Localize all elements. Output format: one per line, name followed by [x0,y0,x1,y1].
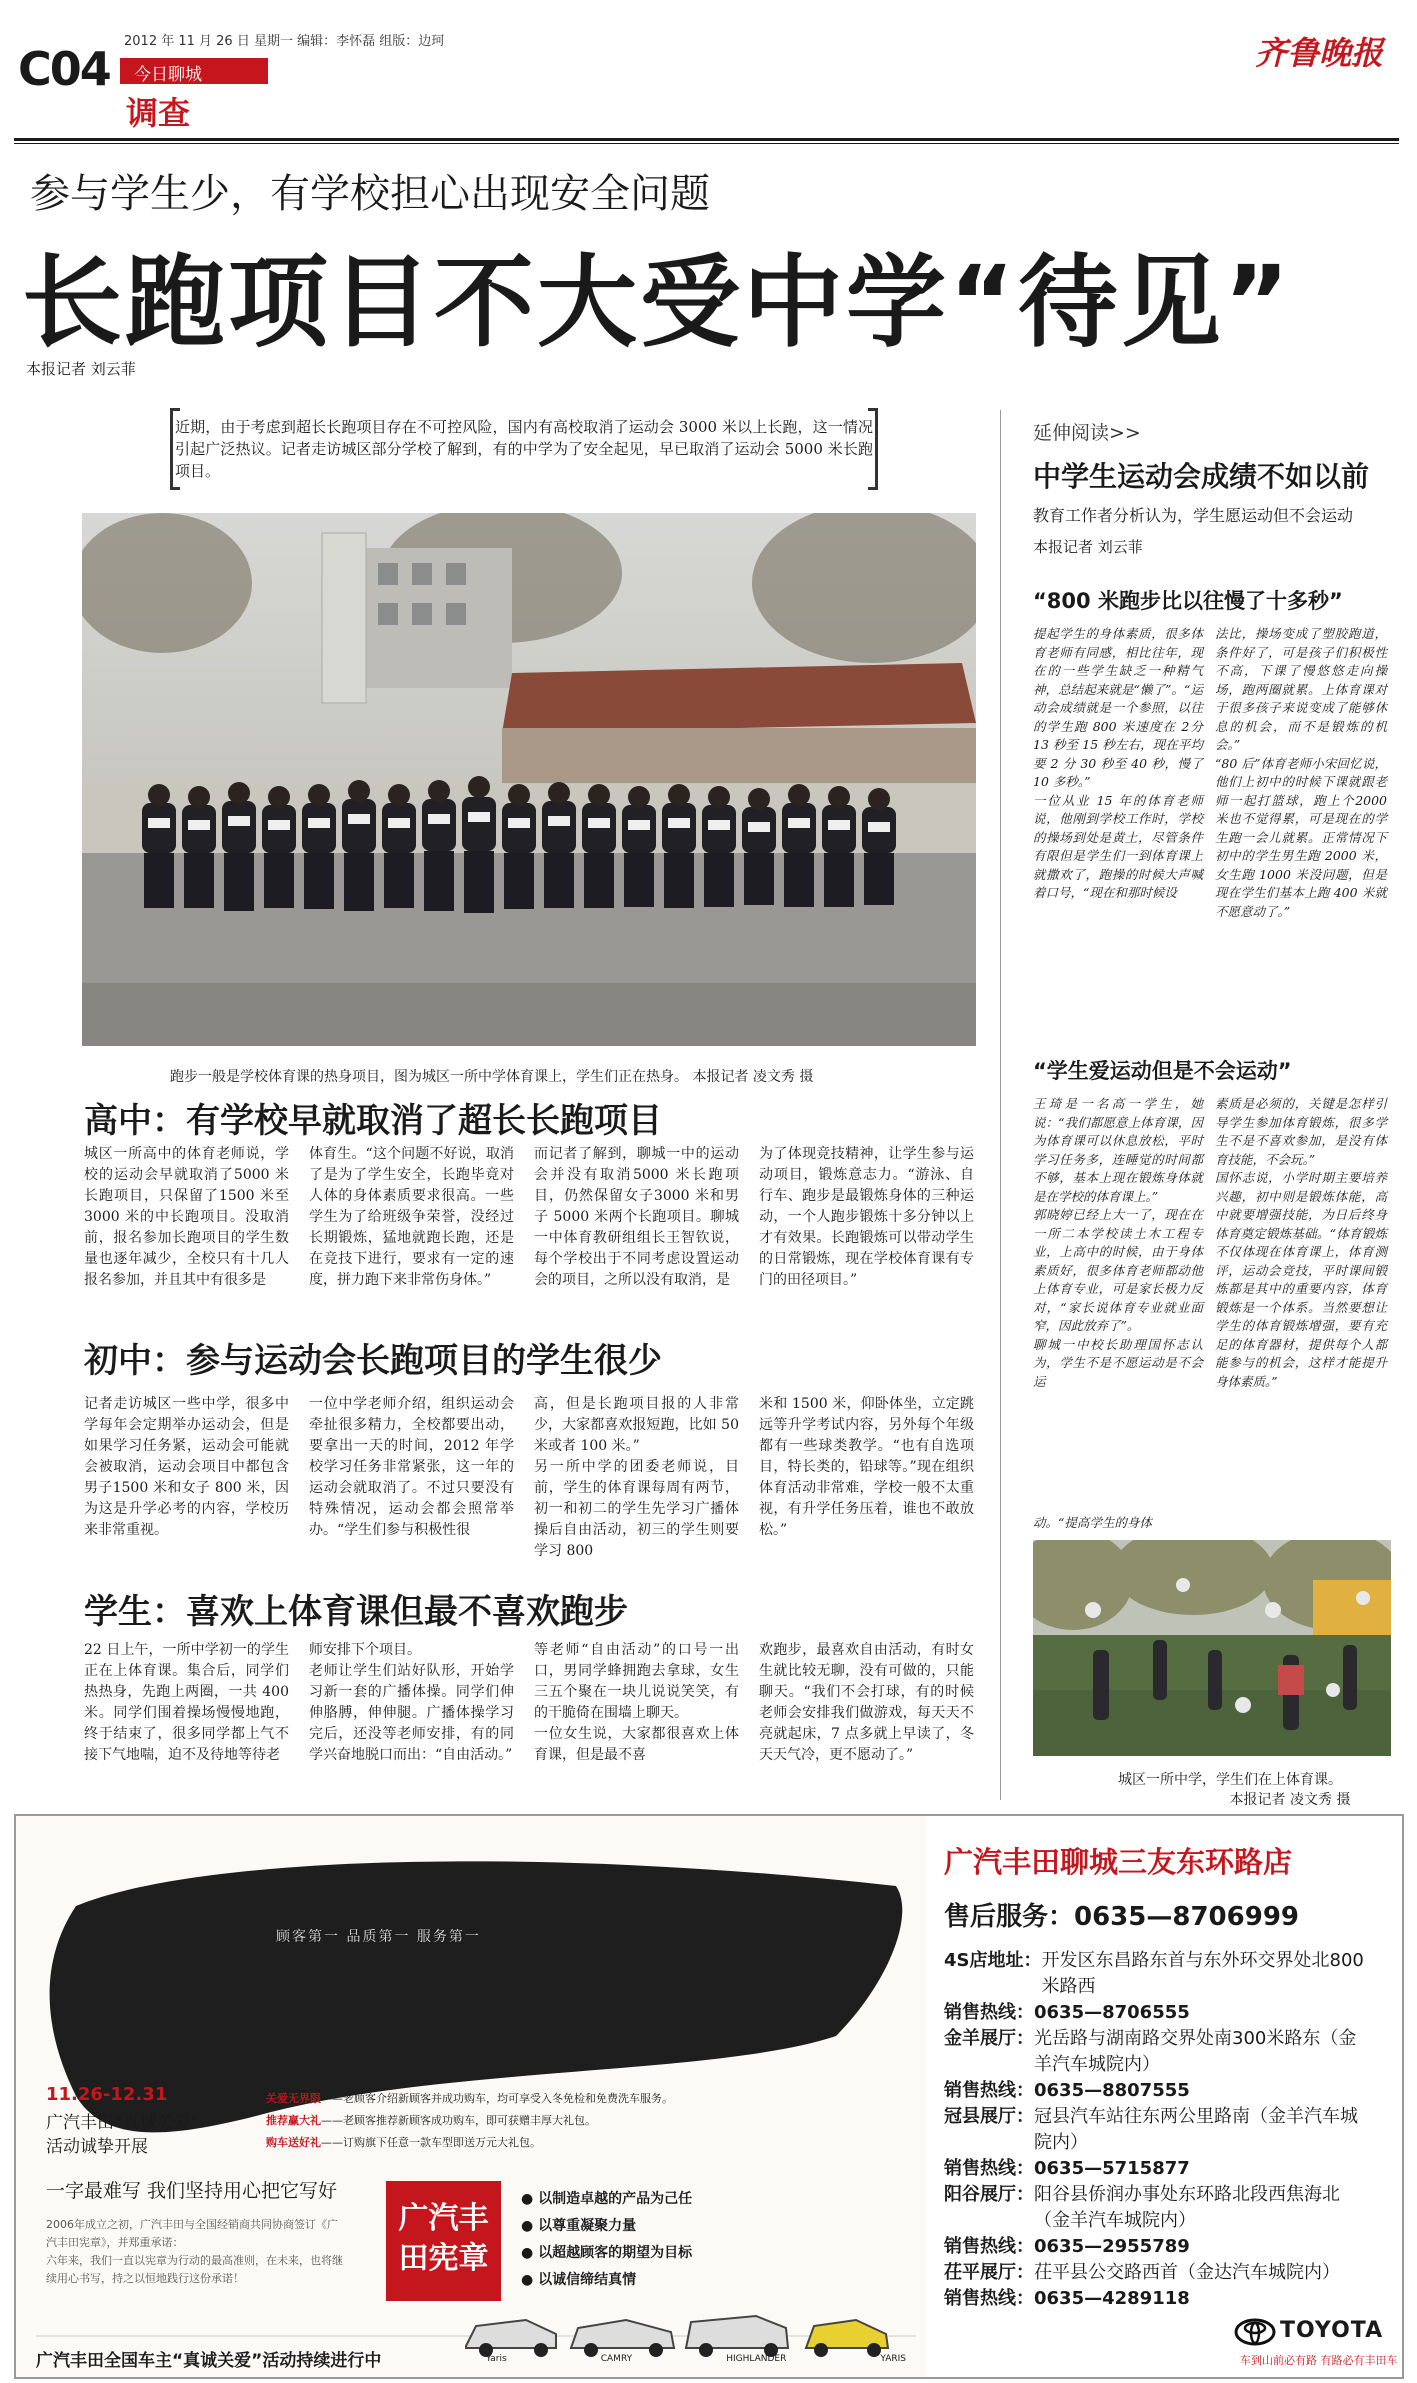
page-number: C04 [18,42,110,96]
contact-row: 金羊展厅： 光岳路与湖南路交界处南300米路东（金羊汽车城院内） [944,2028,1357,2075]
header-rule [14,138,1399,141]
section1-col3: 而记者了解到，聊城一中的运动会并没有取消5000 米长跑项目，仍然保留女子3000 米和男子 5000 米两个长跑项目。聊城一中体育教研组组长王智钦说，每个学校出于不同考虑设置运动会的项目，之所以没有取消，是 [534,1146,739,1288]
ad-pledge: ● 以尊重凝聚力量 [521,2218,637,2234]
ad-offers [266,2088,826,2154]
dealer-name: 广汽丰田聊城三友东环路店 [944,1845,1293,1879]
dealer-contacts [944,1948,1364,2312]
ad-offer: 购车送好礼——订购旗下任意一款车型即送万元大礼包。 [266,2136,541,2149]
sidebar-caption-text: 城区一所中学，学生们在上体育课。 [1118,1772,1342,1788]
ad-seal: 广汽丰田宪章 [386,2181,501,2301]
ad-offer: 关爱无界限——老顾客介绍新顾客并成功购车，均可享受入冬免检和免费洗车服务。 [266,2092,673,2105]
ad-left-panel [16,1816,926,2377]
contact-row: 冠县展厅： 冠县汽车站往东两公里路南（金羊汽车城院内） [944,2106,1358,2153]
ad-car-models: Yaris CAMRY HIGHLANDER YARIS [486,2354,906,2364]
section2-col3: 高，但是长跑项目报的人非常少，大家都喜欢报短跑，比如 50 米或者 100 米。” 另一所中学的团委老师说，目前，学生的体育课每周有两节，初一和初二的学生先学习广播体操后自由活动，初三的学生则要学习 800 [534,1396,739,1559]
newspaper-logo: 齐鲁晚报 [1255,34,1384,72]
section2-col2: 一位中学老师介绍，组织运动会牵扯很多精力，全校都要出动，要拿出一天的时间，2012 年学校学习任务非常紧张，这一年的运动会就取消了。不过只要没有特殊情况，运动会都会照常举办。“学生们参与积极性很 [309,1396,514,1538]
article-subtitle: 参与学生少，有学校担心出现安全问题 [30,171,710,217]
contact-row: 茌平展厅： 茌平县公交路西首（金达汽车城院内） [944,2262,1340,2283]
photo-caption: 跑步一般是学校体育课的热身项目，图为城区一所中学体育课上，学生们正在热身。 本报记者 凌文秀 摄 [170,1069,814,1085]
date-line: 2012 年 11 月 26 日 星期一 编辑：李怀磊 组版：边珂 [124,34,445,49]
contact-row: 销售热线： 0635—4289118 [944,2288,1190,2309]
column-divider [1000,410,1001,1800]
article-title: 长跑项目不大受中学“待见” [22,244,1293,361]
section3-col1: 22 日上午，一所中学初一的学生正在上体育课。集合后，同学们热热身，先跑上两圈，一共 400 米。同学们围着操场慢慢地跑，终于结束了，很多同学都上气不接下气地喘，迫不及待地等待老 [84,1642,289,1763]
section3-col3: 等老师“自由活动”的口号一出口，男同学蜂拥跑去拿球，女生三五个聚在一块儿说说笑笑，有的干脆倚在围墙上聊天。 一位女生说，大家都很喜欢上体育课，但是最不喜 [534,1642,739,1763]
sidebar-byline: 本报记者 刘云菲 [1033,538,1143,556]
sidebar-col1: 提起学生的身体素质，很多体育老师有同感，相比往年，现在的一些学生缺乏一种精气神，总结起来就是“懒了”。“运动会成绩就是一个参照，以往的学生跑 800 米速度在 2分 13 秒至 15 秒左右，现在平均要 2 分 30 秒至 40 秒，慢了 10 多秒。” 一位从业 15 年的体育老师说，他刚到学校工作时，学校的操场到处是黄土，尽管条件有限但是学生们一到体育课上就撒欢了，跑操的时候大声喊着口号，“现在和那时候设 [1033,626,1203,900]
contact-row: 销售热线： 0635—5715877 [944,2158,1190,2179]
ad-event-line1: 广汽丰田“真诚关爱” [46,2113,200,2133]
contact-row: 销售热线： 0635—2955789 [944,2236,1190,2257]
contact-row: 销售热线： 0635—8807555 [944,2080,1190,2101]
sidebar-col3-tail: 动。“提高学生的身体 [1033,1515,1152,1530]
main-photo [82,513,976,1046]
ad-history: 2006年成立之初，广汽丰田与全国经销商共同协商签订《广汽丰田宪章》，并郑重承诺： 六年来，我们一直以宪章为行动的最高准则，在未来，也将继续用心书写，持之以恒地践行这份承诺！ [46,2218,343,2285]
section1-col2: 体育生。“这个问题不好说，取消了是为了学生安全，长跑毕竟对人体的身体素质要求很高。一些学生为了给班级争荣誉，没经过长期锻炼，猛地就跑长跑，还是在竞技下进行，要求有一定的速度，拼力跑下来非常伤身体。” [309,1146,514,1288]
toyota-logo [1234,2318,1276,2350]
section1-col4: 为了体现竞技精神，让学生参与运动项目，锻炼意志力。“游泳、自行车、跑步是最锻炼身体的三种运动，一个人跑步锻炼十多分钟以上才有效果。长跑锻炼可以带动学生的日常锻炼，现在学校体育课有专门的田径项目。” [759,1146,974,1288]
ad-calligraphy-line: 一字最难写 我们坚持用心把它写好 [46,2180,338,2202]
service-hotline: 售后服务：0635—8706999 [944,1902,1299,1932]
sidebar-subtitle: 教育工作者分析认为，学生愿运动但不会运动 [1033,506,1354,525]
sidebar-photo [1033,1540,1391,1756]
ad-pledge: ● 以诚信缔结真情 [521,2272,637,2288]
ad-pledge: ● 以制造卓越的产品为己任 [521,2191,693,2207]
brand-tagline: 车到山前必有路 有路必有丰田车 [1240,2354,1398,2367]
header-rule-thin [14,143,1399,144]
sidebar-col4: 素质是必须的，关键是怎样引导学生参加体育锻炼，很多学生不是不喜欢参加，是没有体育技能，不会玩。” 国怀志说，小学时期主要培养兴趣，初中则是锻炼体能，高中就要增强技能，为日后终身体育奠定锻炼基础。“体育锻炼不仅体现在体育课上，体育测评，运动会竞技，平时课间锻炼都是其中的重要内容，体育锻炼是一个体系。当然要想让学生的体育锻炼增强，要有充足的体育器材，提供每个人都能参与的机会，这样才能提升身体素质。” [1215,1096,1387,1389]
extended-reading-label: 延伸阅读>> [1033,422,1141,444]
section2-col1: 记者走访城区一些中学，很多中学每年会定期举办运动会，但是如果学习任务紧，运动会可能就会被取消，运动会项目中都包含男子1500 米和女子 800 米，因为这是升学必考的内容，学校历来非常重视。 [84,1396,289,1538]
contact-row: 销售热线： 0635—8706555 [944,2002,1190,2023]
section2-col4: 米和 1500 米，仰卧体坐，立定跳远等升学考试内容，另外每个年级都有一些球类教学。“也有自选项目，特长类的，铅球等。”现在组织体育活动非常难，学校一般不太重视，有升学任务压着，谁也不敢放松。” [759,1396,974,1538]
sidebar-col3: 王琦是一名高一学生，她说：“我们都愿意上体育课，因为体育课可以休息放松，平时学习任务多，连睡觉的时间都不够，基本上现在锻炼身体就是在学校的体育课上。” 郭晓婷已经上大一了，现在在一所二本学校读土木工程专业，上高中的时候，由于身体素质好，很多体育老师都动他上体育专业，可是家长极力反对，“家长说体育专业就业面窄，因此放弃了”。 聊城一中校长助理国怀志认为，学生不是不愿运动是不会运 [1033,1096,1203,1389]
sidebar-head-800m: “800 米跑步比以往慢了十多秒” [1033,589,1343,613]
ad-bottom-line: 广汽丰田全国车主“真诚关爱”活动持续进行中 [36,2351,382,2371]
sidebar-head-love-sports: “学生爱运动但是不会运动” [1033,1059,1292,1083]
brand-name: TOYOTA [1280,2318,1384,2343]
section3-col4: 欢跑步，最喜欢自由活动，有时女生就比较无聊，没有可做的，只能聊天。“我们不会打球，有的时候老师会安排我们做游戏，每天天不亮就起床，7 点多就上早读了，冬天天气冷，更不愿动了。” [759,1642,974,1763]
sidebar-photo-caption [1060,1770,1400,1810]
section-head-students: 学生：喜欢上体育课但最不喜欢跑步 [84,1592,628,1632]
sidebar-title: 中学生运动会成绩不如以前 [1033,460,1370,493]
sidebar-col2: 法比，操场变成了塑胶跑道，条件好了，可是孩子们积极性不高，下课了慢悠悠走向操场，跑两圈就累。上体育课对于很多孩子来说变成了能够休息的机会，而不是锻炼的机会。” “80 后”体育老师小宋回忆说，他们上初中的时候下课就跟老师一起打篮球，跑上个2000 米也不觉得累，可是现在的学生跑一会儿就累。正常情况下初中的学生男生跑 2000 米，女生跑 1000 米没问题，但是现在学生们基本上跑 400 米就不愿意动了。” [1215,626,1387,919]
section-head-high-school: 高中：有学校早就取消了超长长跑项目 [84,1101,662,1141]
section-title: 调查 [126,94,191,132]
toyota-emblem-icon [1234,2318,1276,2346]
sidebar-caption-credit: 本报记者 凌文秀 摄 [1229,1792,1351,1808]
ad-date-range: 11.26-12.31 [46,2084,168,2105]
ad-offer: 推荐赢大礼——老顾客推荐新顾客成功购车，即可获赠丰厚大礼包。 [266,2114,596,2127]
contact-row: 4S店地址： 开发区东昌路东首与东外环交界处北800米路西 [944,1950,1364,1997]
ad-slogan: 顾客第一 品质第一 服务第一 [276,1929,481,1945]
contact-row: 阳谷展厅： 阳谷县侨润办事处东环路北段西焦海北（金羊汽车城院内） [944,2184,1340,2231]
section-head-middle-school: 初中：参与运动会长跑项目的学生很少 [84,1341,662,1381]
article-lead: 近期，由于考虑到超长长跑项目存在不可控风险，国内有高校取消了运动会 3000 米以上长跑，这一情况引起广泛热议。记者走访城区部分学校了解到，有的中学为了安全起见，早已取消了运动会 5000 米长跑项目。 [175,418,873,480]
ad-pledge: ● 以超越顾客的期望为目标 [521,2245,693,2261]
article-byline: 本报记者 刘云菲 [26,360,136,378]
section3-col2: 师安排下个项目。 老师让学生们站好队形，开始学习新一套的广播体操。同学们伸伸胳膊，伸伸腿。广播体操学习完后，还没等老师安排，有的同学兴奋地脱口而出：“自由活动。” [309,1642,514,1763]
ad-pledges [521,2186,692,2294]
section1-col1: 城区一所高中的体育老师说，学校的运动会早就取消了5000 米长跑项目，只保留了1500 米至 3000 米的中长跑项目。没取消前，报名参加长跑项目的学生数量也逐年减少，全校只有十几人报名参加，并且其中有很多是 [84,1146,289,1288]
column-tag: 今日聊城 [120,58,268,84]
ad-event-line2: 活动诚挚开展 [46,2137,148,2157]
